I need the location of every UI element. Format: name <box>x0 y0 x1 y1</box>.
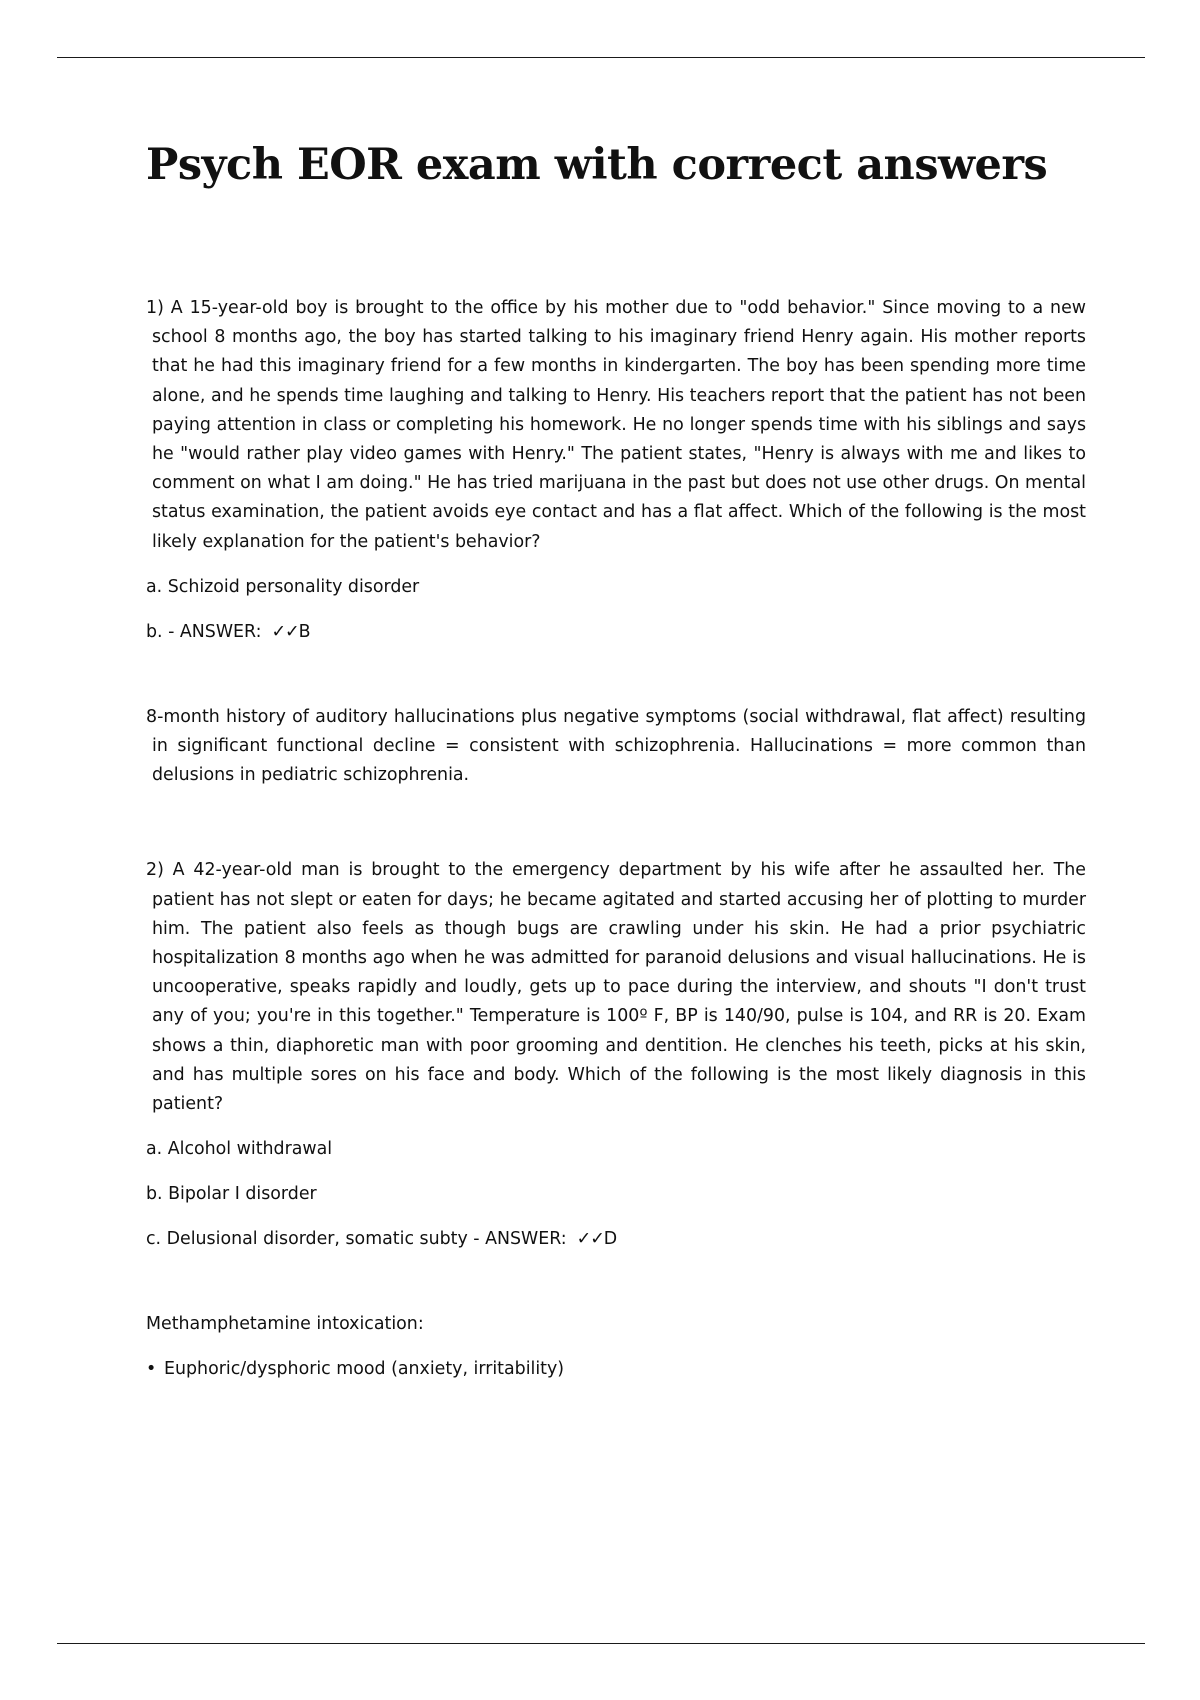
document-body <box>146 294 1086 1384</box>
bullet-icon: • <box>146 1359 157 1380</box>
question-1-stem: 1) A 15-year-old boy is brought to the office by his mother due to "odd behavior." Since moving to a new school 8 months ago, the boy has started talking to his imaginary friend Henry again. His mother reports that he had this imaginary friend for a few months in kindergarten. The boy has been spending more time alone, and he spends time laughing and talking to Henry. His teachers report that the patient has not been paying attention in class or completing his homework. He no longer spends time with his siblings and says he "would rather play video games with Henry." The patient states, "Henry is always with me and likes to comment on what I am doing." He has tried marijuana in the past but does not use other drugs. On mental status examination, the patient avoids eye contact and has a flat affect. Which of the following is the most likely explanation for the patient's behavior? <box>146 298 1086 552</box>
question-1-answer-letter: B <box>298 621 311 642</box>
question-2-stem: 2) A 42-year-old man is brought to the emergency department by his wife after he assaulted her. The patient has not slept or eaten for days; he became agitated and started accusing her of plotting to murder him. The patient also feels as though bugs are crawling under his skin. He had a prior psychiatric hospitalization 8 months ago when he was admitted for paranoid delusions and visual hallucinations. He is uncooperative, speaks rapidly and loudly, gets up to pace during the interview, and shouts "I don't trust any of you; you're in this together." Temperature is 100º F, BP is 140/90, pulse is 104, and RR is 20. Exam shows a thin, diaphoretic man with poor grooming and dentition. He clenches his teeth, picks at his skin, and has multiple sores on his face and body. Which of the following is the most likely diagnosis in this patient? <box>146 860 1086 1115</box>
list-item <box>146 1355 1086 1384</box>
question-1-explanation: 8-month history of auditory hallucinations plus negative symptoms (social withdrawal, flat affect) resulting in significant functional decline = consistent with schizophrenia. Hallucinations = more common than delusions in pediatric schizophrenia. <box>146 706 1086 786</box>
question-2-option-b: b. Bipolar I disorder <box>146 1184 317 1205</box>
question-2-answer <box>146 1225 1086 1254</box>
question-2-answer-letter: D <box>603 1229 618 1250</box>
question-1-answer-prefix: b. - ANSWER: <box>146 621 262 642</box>
bullet-text: Euphoric/dysphoric mood (anxiety, irritability) <box>164 1359 565 1380</box>
question-1-answer <box>146 618 1086 647</box>
document-title: Psych EOR exam with correct answers <box>146 140 1048 190</box>
check-mark-icon: ✓✓ <box>271 621 299 642</box>
top-rule <box>57 57 1145 58</box>
question-2-answer-prefix: c. Delusional disorder, somatic subty - ANSWER: <box>146 1229 567 1250</box>
question-2-option-a: a. Alcohol withdrawal <box>146 1139 333 1160</box>
bottom-rule <box>57 1643 1145 1644</box>
check-mark-icon: ✓✓ <box>576 1229 604 1250</box>
question-1-option-a: a. Schizoid personality disorder <box>146 576 420 597</box>
question-2-explanation-heading: Methamphetamine intoxication: <box>146 1314 424 1335</box>
